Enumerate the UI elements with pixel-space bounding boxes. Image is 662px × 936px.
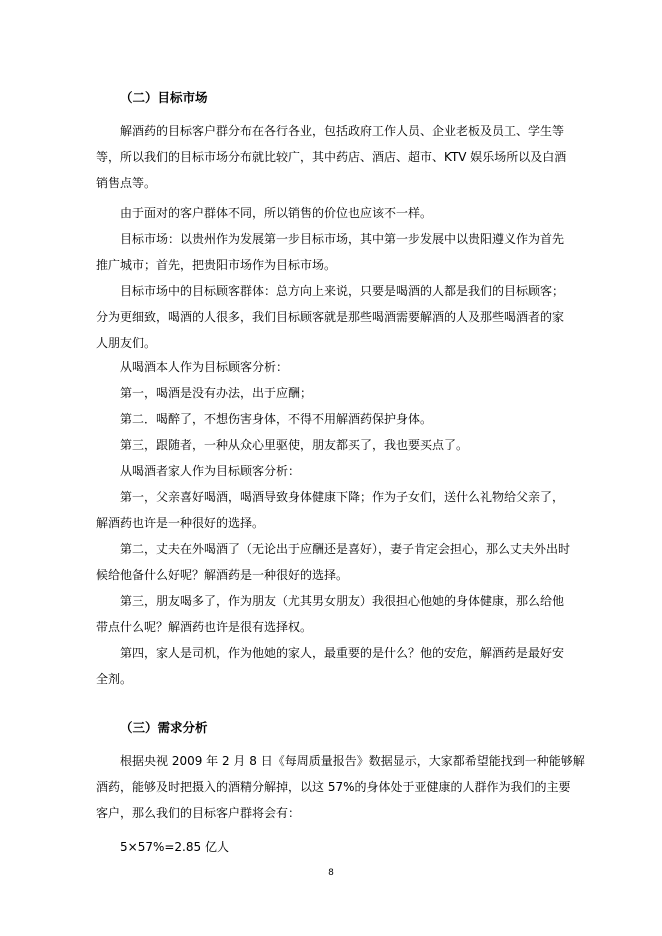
text-line: 第二，丈夫在外喝酒了（无论出于应酬还是喜好），妻子肯定会担心，那么丈夫外出时 [120,542,571,556]
paragraph [120,406,560,432]
paragraph [120,354,560,380]
text-line: 解酒药的目标客户群分布在各行各业，包括政府工作人员、企业老板及员工、学生等 [120,124,565,138]
text-line: 销售点等。 [96,176,157,190]
text-line: 等，所以我们的目标市场分布就比较广，其中药店、酒店、超市、KTV 娱乐场所以及白酒 [96,150,567,164]
text-line: 候给他备什么好呢？解酒药是一种很好的选择。 [96,568,349,582]
text-line: 第二．喝醉了，不想伤害身体，不得不用解酒药保护身体。 [120,412,433,426]
paragraph [96,226,565,278]
text-line: 第三，朋友喝多了，作为朋友（尤其男女朋友）我很担心他她的身体健康，那么给他 [120,594,565,608]
text-line: 全剂。 [96,672,133,686]
paragraph [120,432,560,458]
text-line: 由于面对的客户群体不同，所以销售的价位也应该不一样。 [120,206,433,220]
paragraph [96,484,565,536]
text-line: 人朋友们。 [96,336,157,350]
text-line: 第一，父亲喜好喝酒，喝酒导致身体健康下降；作为子女们，送什么礼物给父亲了， [120,490,565,504]
text-line: 从喝酒者家人作为目标顾客分析： [120,464,301,478]
text-line: 目标市场中的目标顾客群体：总方向上来说，只要是喝酒的人都是我们的目标顾客； [120,284,565,298]
paragraph [96,588,565,640]
paragraph [96,748,585,826]
page-number: 8 [328,868,334,878]
paragraph [96,640,565,692]
text-line: 第三，跟随者，一种从众心里驱使，朋友都买了，我也要买点了。 [120,438,469,452]
text-line: 推广城市；首先，把贵阳市场作为目标市场。 [96,258,337,272]
text-line: 根据央视 2009 年 2 月 8 日《每周质量报告》数据显示，大家都希望能找到一种能够解 [120,754,585,768]
paragraph [96,536,571,588]
section-heading-demand-analysis: （三）需求分析 [120,720,208,735]
text-line: 客户，那么我们的目标客户群将会有： [96,806,301,820]
formula-line: 5×57%=2.85 亿人 [120,840,229,854]
text-line: 解酒药也许是一种很好的选择。 [96,516,265,530]
text-line: 从喝酒本人作为目标顾客分析： [120,360,289,374]
paragraph [96,118,567,196]
text-line: 目标市场：以贵州作为发展第一步目标市场，其中第一步发展中以贵阳遵义作为首先 [120,232,565,246]
text-line: 分为更细致，喝酒的人很多，我们目标顾客就是那些喝酒需要解酒的人及那些喝酒者的家 [96,310,565,324]
text-line: 带点什么呢？解酒药也许是很有选择权。 [96,620,313,634]
paragraph [120,458,560,484]
paragraph [120,380,560,406]
text-line: 酒药，能够及时把摄入的酒精分解掉，以这 57%的身体处于亚健康的人群作为我们的主要 [96,780,571,794]
text-line: 第四，家人是司机，作为他她的家人，最重要的是什么？他的安危，解酒药是最好安 [120,646,565,660]
section-heading-target-market: （二）目标市场 [120,90,208,105]
paragraph [120,200,560,226]
paragraph [96,278,565,356]
text-line: 第一，喝酒是没有办法，出于应酬； [120,386,313,400]
